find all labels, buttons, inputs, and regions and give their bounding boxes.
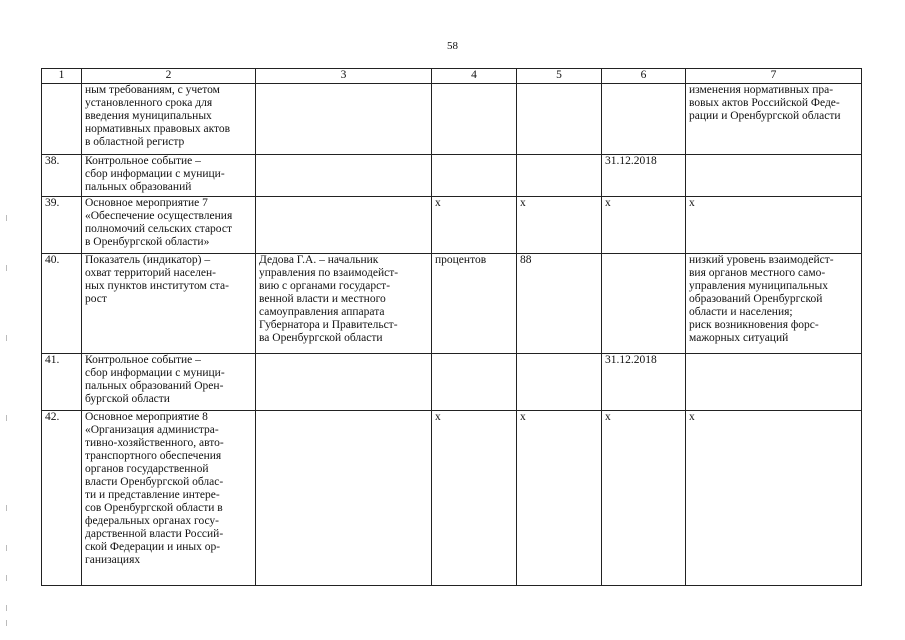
event-name [82,411,256,586]
risk-description [686,254,862,354]
row-number: 41. [42,354,82,411]
event-name-line: власти Оренбургской облас- [85,476,224,488]
risk-description-line: управления муниципальных [689,280,828,292]
program-table [41,68,862,586]
event-name-line: пальных образований [85,181,192,193]
event-name-line: транспортного обеспечения [85,450,222,462]
event-name-line: установленного срока для [85,97,213,109]
responsible-person-line: самоуправления аппарата [259,306,385,318]
table-row [42,354,862,411]
risk-description-line: образований Оренбургской [689,293,823,305]
risk-description-line: х [689,411,695,423]
risk-description-line: х [689,197,695,209]
value-cell: х [517,411,602,586]
event-name-line: ным требованиям, с учетом [85,84,220,96]
unit-cell [432,354,517,411]
value-cell [517,84,602,155]
risk-description-line: низкий уровень взаимодейст- [689,254,834,266]
column-header: 5 [517,69,602,84]
event-name-line: «Обеспечение осуществления [85,210,233,222]
column-header: 3 [256,69,432,84]
event-name-line: ных пунктов институтом ста- [85,280,229,292]
column-header: 7 [686,69,862,84]
table-body [42,84,862,586]
event-name-line: в областной регистр [85,136,185,148]
risk-description-line: вовых актов Российской Феде- [689,97,840,109]
risk-description [686,354,862,411]
event-name-line: бургской области [85,393,170,405]
row-number: 42. [42,411,82,586]
event-name-line: органов государственной [85,463,209,475]
event-name [82,254,256,354]
responsible-person-line: вию с органами государст- [259,280,391,292]
risk-description-line: риск возникновения форс- [689,319,819,331]
event-name-line: введения муниципальных [85,110,212,122]
responsible-person [256,84,432,155]
event-name-line: дарственной власти Россий- [85,528,224,540]
scan-margin-marks [6,215,10,635]
risk-description [686,197,862,254]
value-cell [517,155,602,197]
event-name-line: ганизациях [85,554,141,566]
risk-description [686,84,862,155]
responsible-person-line: Губернатора и Правительст- [259,319,398,331]
date-cell: х [602,197,686,254]
risk-description-line: области и населения; [689,306,793,318]
responsible-person [256,254,432,354]
event-name-line: федеральных органах госу- [85,515,220,527]
event-name-line: ской Федерации и иных ор- [85,541,221,553]
responsible-person-line: ва Оренбургской области [259,332,383,344]
date-cell: 31.12.2018 [602,155,686,197]
event-name-line: «Организация администра- [85,424,219,436]
event-name [82,84,256,155]
risk-description-line: изменения нормативных пра- [689,84,834,96]
date-cell [602,84,686,155]
unit-cell [432,84,517,155]
column-header: 6 [602,69,686,84]
unit-cell: процентов [432,254,517,354]
event-name [82,197,256,254]
event-name-line: Показатель (индикатор) – [85,254,211,266]
event-name-line: Основное мероприятие 7 [85,197,208,209]
row-number: 40. [42,254,82,354]
date-cell: 31.12.2018 [602,354,686,411]
column-header: 1 [42,69,82,84]
table-row [42,155,862,197]
page-number: 58 [447,40,458,52]
event-name-line: охват территорий населен- [85,267,216,279]
column-header: 4 [432,69,517,84]
responsible-person-line: управления по взаимодейст- [259,267,399,279]
event-name-line: Основное мероприятие 8 [85,411,208,423]
value-cell [517,354,602,411]
event-name-line: тивно-хозяйственного, авто- [85,437,224,449]
event-name-line: Контрольное событие – [85,354,201,366]
unit-cell [432,155,517,197]
row-number [42,84,82,155]
row-number: 38. [42,155,82,197]
risk-description [686,155,862,197]
column-number-row [42,69,862,84]
event-name [82,354,256,411]
event-name-line: нормативных правовых актов [85,123,231,135]
event-name-line: рост [85,293,107,305]
responsible-person [256,197,432,254]
value-cell: 88 [517,254,602,354]
event-name-line: полномочий сельских старост [85,223,232,235]
risk-description-line: вия органов местного само- [689,267,826,279]
unit-cell: х [432,197,517,254]
date-cell [602,254,686,354]
table-row [42,254,862,354]
event-name-line: сов Оренбургской области в [85,502,223,514]
event-name-line: пальных образований Орен- [85,380,224,392]
column-header: 2 [82,69,256,84]
event-name-line: в Оренбургской области» [85,236,210,248]
row-number: 39. [42,197,82,254]
value-cell: х [517,197,602,254]
table-row [42,84,862,155]
unit-cell: х [432,411,517,586]
table-row [42,197,862,254]
risk-description [686,411,862,586]
responsible-person-line: Дедова Г.А. – начальник [259,254,379,266]
risk-description-line: мажорных ситуаций [689,332,789,344]
event-name-line: ти и представление интере- [85,489,220,501]
responsible-person-line: венной власти и местного [259,293,386,305]
date-cell: х [602,411,686,586]
event-name-line: сбор информации с муници- [85,367,225,379]
responsible-person [256,155,432,197]
responsible-person [256,411,432,586]
event-name-line: Контрольное событие – [85,155,201,167]
event-name-line: сбор информации с муници- [85,168,225,180]
event-name [82,155,256,197]
responsible-person [256,354,432,411]
risk-description-line: рации и Оренбургской области [689,110,841,122]
table-row [42,411,862,586]
